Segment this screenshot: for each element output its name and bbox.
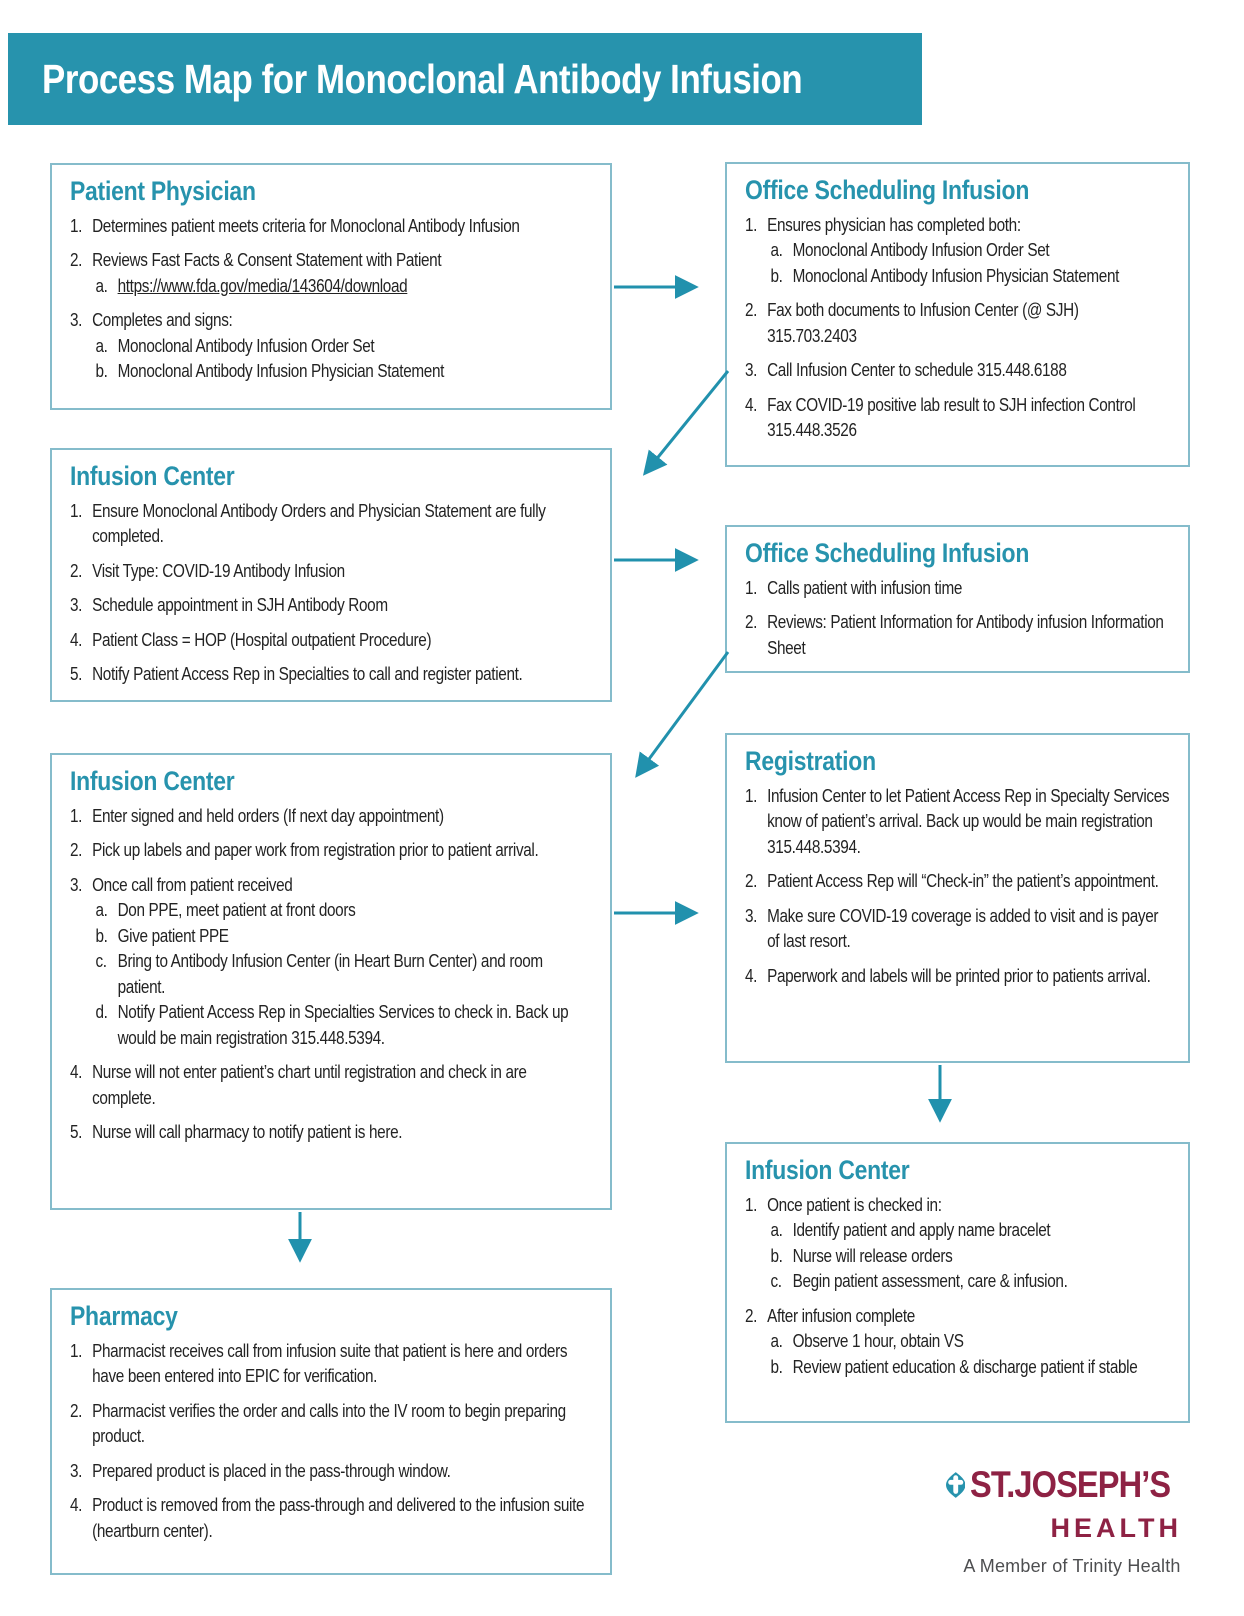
item-text: Review patient education & discharge patient if stable xyxy=(792,1356,1138,1377)
list-entry xyxy=(70,499,592,550)
logo-tagline: A Member of Trinity Health xyxy=(963,1556,1181,1576)
item-text: Ensures physician has completed both: xyxy=(767,214,1021,235)
box-title: Registration xyxy=(745,746,876,776)
list-item xyxy=(70,1339,592,1390)
item-number: 2. xyxy=(745,1305,758,1326)
box-items xyxy=(745,213,1170,444)
list-entry xyxy=(745,264,1170,290)
list-subitem xyxy=(771,1355,1170,1381)
list-entry xyxy=(70,1493,592,1544)
list-item xyxy=(70,1120,592,1146)
box-registration xyxy=(725,733,1190,1063)
logo-st-josephs-health xyxy=(946,1456,1198,1577)
list-entry xyxy=(70,593,592,619)
list-entry xyxy=(70,949,592,1000)
list-item xyxy=(70,499,592,550)
item-text: Notify Patient Access Rep in Specialties to call and register patient. xyxy=(92,664,523,684)
item-text: Begin patient assessment, care & infusion. xyxy=(792,1271,1068,1291)
list-entry xyxy=(70,873,592,1052)
item-number: 4. xyxy=(70,1495,83,1515)
item-number: 4. xyxy=(745,394,758,415)
item-number: d. xyxy=(95,1002,108,1022)
list-entry xyxy=(745,358,1170,384)
item-text: Product is removed from the pass-through and delivered to the infusion suite (heartburn center). xyxy=(92,1495,585,1541)
item-text: Ensure Monoclonal Antibody Orders and Physician Statement are fully completed. xyxy=(92,500,546,546)
item-number: 2. xyxy=(745,612,758,632)
item-text: Make sure COVID-19 coverage is added to visit and is payer of last resort. xyxy=(767,905,1159,951)
list-item xyxy=(70,214,592,240)
item-number: a. xyxy=(95,900,108,920)
box-items xyxy=(70,499,592,688)
box-items xyxy=(70,214,592,385)
item-text: Fax COVID-19 positive lab result to SJH infection Control 315.448.3526 xyxy=(767,394,1136,440)
list-entry xyxy=(745,869,1170,895)
box-infusion-center-arrival xyxy=(50,753,612,1210)
box-items xyxy=(70,1339,592,1545)
item-number: 2. xyxy=(745,300,758,320)
item-text xyxy=(118,274,592,300)
item-number: c. xyxy=(95,951,107,971)
item-number: 4. xyxy=(745,965,758,986)
item-text: Completes and signs: xyxy=(92,310,233,330)
box-items xyxy=(745,1193,1170,1381)
item-text: Call Infusion Center to schedule 315.448.6188 xyxy=(767,360,1067,380)
list-entry xyxy=(745,1218,1170,1244)
item-number: 2. xyxy=(745,871,758,891)
arrow-office-scheduling-to-infusion-center xyxy=(646,371,728,472)
item-text: Prepared product is placed in the pass-through window. xyxy=(92,1460,451,1481)
item-number: 2. xyxy=(70,1400,83,1421)
list-item xyxy=(745,1304,1170,1330)
item-number: b. xyxy=(770,1245,783,1266)
item-text: Nurse will release orders xyxy=(792,1245,953,1266)
list-item xyxy=(70,1459,592,1485)
item-number: 2. xyxy=(70,840,83,860)
list-subitem xyxy=(96,274,592,300)
list-entry xyxy=(70,662,592,688)
list-item xyxy=(745,393,1170,444)
box-items xyxy=(745,576,1170,662)
item-text: Patient Class = HOP (Hospital outpatient Procedure) xyxy=(92,629,432,650)
item-number: b. xyxy=(770,1356,783,1377)
item-number: c. xyxy=(770,1271,782,1291)
item-number: 2. xyxy=(70,250,83,270)
list-item xyxy=(70,873,592,899)
item-text: Schedule appointment in SJH Antibody Room xyxy=(92,595,388,615)
box-title: Infusion Center xyxy=(70,461,235,491)
item-text: Pharmacist receives call from infusion suite that patient is here and orders have been entered into EPIC for verification. xyxy=(92,1340,568,1386)
list-subitem xyxy=(96,898,592,924)
list-entry xyxy=(70,838,592,864)
item-text: Observe 1 hour, obtain VS xyxy=(792,1331,964,1351)
list-item xyxy=(745,904,1170,955)
list-entry xyxy=(70,308,592,385)
item-number: 1. xyxy=(745,1194,758,1215)
box-title: Infusion Center xyxy=(745,1155,910,1185)
list-item xyxy=(745,576,1170,602)
list-entry xyxy=(745,1193,1170,1295)
item-text: Infusion Center to let Patient Access Rep in Specialty Services know of patient’s arrival. Back up would be main registration 315.448.5394. xyxy=(767,785,1170,857)
list-entry xyxy=(70,248,592,299)
list-item xyxy=(70,593,592,619)
item-number: a. xyxy=(770,1331,783,1351)
list-item xyxy=(70,628,592,654)
list-entry xyxy=(70,898,592,924)
item-text: Don PPE, meet patient at front doors xyxy=(117,900,356,920)
list-entry xyxy=(745,610,1170,661)
item-number: 5. xyxy=(70,1122,83,1142)
logo-brand-name: ST.JOSEPH’S xyxy=(970,1464,1171,1505)
list-subitem xyxy=(96,1000,592,1051)
item-number: 1. xyxy=(70,500,83,521)
item-text: Pharmacist verifies the order and calls into the IV room to begin preparing product. xyxy=(92,1400,566,1446)
box-infusion-center-scheduling xyxy=(50,448,612,702)
list-entry xyxy=(745,576,1170,602)
list-subitem xyxy=(96,949,592,1000)
item-number: a. xyxy=(770,240,783,260)
box-office-scheduling-infusion-1 xyxy=(725,162,1190,467)
box-office-scheduling-infusion-2 xyxy=(725,525,1190,673)
item-text: Monoclonal Antibody Infusion Physician Statement xyxy=(117,361,445,381)
item-text: After infusion complete xyxy=(767,1305,915,1326)
item-number: 3. xyxy=(70,595,83,615)
list-item xyxy=(745,213,1170,239)
list-subitem xyxy=(771,238,1170,264)
item-text: Give patient PPE xyxy=(117,925,229,946)
item-number: 1. xyxy=(745,214,758,235)
item-number: 1. xyxy=(745,785,758,806)
item-number: 2. xyxy=(70,560,83,581)
list-entry xyxy=(70,274,592,300)
list-entry xyxy=(745,238,1170,264)
list-entry xyxy=(745,1244,1170,1270)
item-text: Reviews: Patient Information for Antibody infusion Information Sheet xyxy=(767,612,1164,658)
item-text: Monoclonal Antibody Infusion Physician Statement xyxy=(792,265,1120,286)
item-text: Nurse will call pharmacy to notify patient is here. xyxy=(92,1122,403,1142)
list-item xyxy=(70,559,592,585)
item-number: b. xyxy=(95,361,108,381)
list-entry xyxy=(70,1339,592,1390)
item-number: 5. xyxy=(70,664,83,684)
list-item xyxy=(70,248,592,274)
box-pharmacy xyxy=(50,1288,612,1575)
fda-fact-sheet-link[interactable]: https://www.fda.gov/media/143604/download xyxy=(117,275,408,296)
logo-brand-health: HEALTH xyxy=(1050,1513,1182,1543)
item-number: 3. xyxy=(745,905,758,926)
item-text: Patient Access Rep will “Check-in” the patient’s appointment. xyxy=(767,871,1159,891)
item-text: Identify patient and apply name bracelet xyxy=(792,1220,1051,1240)
list-entry xyxy=(745,1269,1170,1295)
box-title: Pharmacy xyxy=(70,1301,178,1331)
box-title: Patient Physician xyxy=(70,176,256,206)
arrow-office-scheduling-2-to-infusion-center-arrival xyxy=(638,652,728,774)
list-item xyxy=(70,1493,592,1544)
item-text: Once call from patient received xyxy=(92,874,293,895)
list-subitem xyxy=(771,1269,1170,1295)
item-text: Calls patient with infusion time xyxy=(767,577,963,598)
item-number: 4. xyxy=(70,1062,83,1082)
list-item xyxy=(745,1193,1170,1219)
list-subitem xyxy=(96,924,592,950)
list-item xyxy=(70,1399,592,1450)
item-number: a. xyxy=(770,1220,783,1240)
item-text: Reviews Fast Facts & Consent Statement with Patient xyxy=(92,250,442,270)
item-number: 1. xyxy=(70,805,83,826)
list-entry xyxy=(745,964,1170,990)
item-text: Nurse will not enter patient’s chart until registration and check in are complete. xyxy=(92,1062,527,1108)
list-entry xyxy=(70,559,592,585)
list-entry xyxy=(70,1060,592,1111)
list-entry xyxy=(745,1355,1170,1381)
list-entry xyxy=(745,904,1170,955)
list-item xyxy=(70,1060,592,1111)
list-item xyxy=(70,308,592,334)
list-entry xyxy=(745,1329,1170,1355)
item-number: 1. xyxy=(70,1340,83,1361)
list-entry xyxy=(70,214,592,240)
item-number: 3. xyxy=(70,310,83,330)
list-item xyxy=(745,610,1170,661)
box-title: Office Scheduling Infusion xyxy=(745,175,1030,205)
item-number: 1. xyxy=(745,577,758,598)
item-text: Monoclonal Antibody Infusion Order Set xyxy=(792,240,1050,260)
list-entry xyxy=(70,804,592,830)
item-number: 3. xyxy=(70,874,83,895)
cross-icon xyxy=(946,1456,965,1514)
list-item xyxy=(745,358,1170,384)
item-text: Bring to Antibody Infusion Center (in Heart Burn Center) and room patient. xyxy=(117,951,543,997)
list-entry xyxy=(70,1120,592,1146)
item-text: Pick up labels and paper work from registration prior to patient arrival. xyxy=(92,840,539,860)
list-item xyxy=(745,964,1170,990)
list-subitem xyxy=(771,1218,1170,1244)
box-patient-physician xyxy=(50,163,612,410)
box-items xyxy=(70,804,592,1146)
list-item xyxy=(745,298,1170,349)
list-entry xyxy=(745,213,1170,290)
list-item xyxy=(70,804,592,830)
box-title: Office Scheduling Infusion xyxy=(745,538,1030,568)
list-item xyxy=(745,784,1170,861)
list-item xyxy=(70,838,592,864)
item-number: 3. xyxy=(745,360,758,380)
item-text: Notify Patient Access Rep in Specialties Services to check in. Back up would be main registration 315.448.5394. xyxy=(117,1002,569,1048)
list-item xyxy=(745,869,1170,895)
list-subitem xyxy=(771,1244,1170,1270)
item-text: Monoclonal Antibody Infusion Order Set xyxy=(117,335,375,356)
item-text: Paperwork and labels will be printed prior to patients arrival. xyxy=(767,965,1151,986)
item-text: Determines patient meets criteria for Monoclonal Antibody Infusion xyxy=(92,215,520,236)
item-number: b. xyxy=(95,925,108,946)
list-entry xyxy=(70,1459,592,1485)
list-entry xyxy=(745,1304,1170,1381)
item-text: Once patient is checked in: xyxy=(767,1194,942,1215)
item-number: b. xyxy=(770,265,783,286)
list-entry xyxy=(745,298,1170,349)
list-subitem xyxy=(96,334,592,360)
list-subitem xyxy=(96,359,592,385)
list-subitem xyxy=(771,1329,1170,1355)
list-item xyxy=(70,662,592,688)
item-text: Visit Type: COVID-19 Antibody Infusion xyxy=(92,560,345,581)
page-title: Process Map for Monoclonal Antibody Infusion xyxy=(42,56,803,102)
item-text: Fax both documents to Infusion Center (@ SJH) 315.703.2403 xyxy=(767,300,1079,346)
list-subitem xyxy=(771,264,1170,290)
box-items xyxy=(745,784,1170,990)
box-title: Infusion Center xyxy=(70,766,235,796)
item-number: 3. xyxy=(70,1460,83,1481)
item-number: 4. xyxy=(70,629,83,650)
list-entry xyxy=(745,784,1170,861)
box-infusion-center-treatment xyxy=(725,1142,1190,1423)
item-text: Enter signed and held orders (If next day appointment) xyxy=(92,805,444,826)
list-entry xyxy=(745,393,1170,444)
item-number: a. xyxy=(95,275,108,296)
title-bar xyxy=(8,33,922,125)
list-entry xyxy=(70,1399,592,1450)
list-entry xyxy=(70,628,592,654)
item-number: a. xyxy=(95,335,108,356)
list-entry xyxy=(70,334,592,360)
list-entry xyxy=(70,924,592,950)
list-entry xyxy=(70,359,592,385)
list-entry xyxy=(70,1000,592,1051)
item-number: 1. xyxy=(70,215,83,236)
